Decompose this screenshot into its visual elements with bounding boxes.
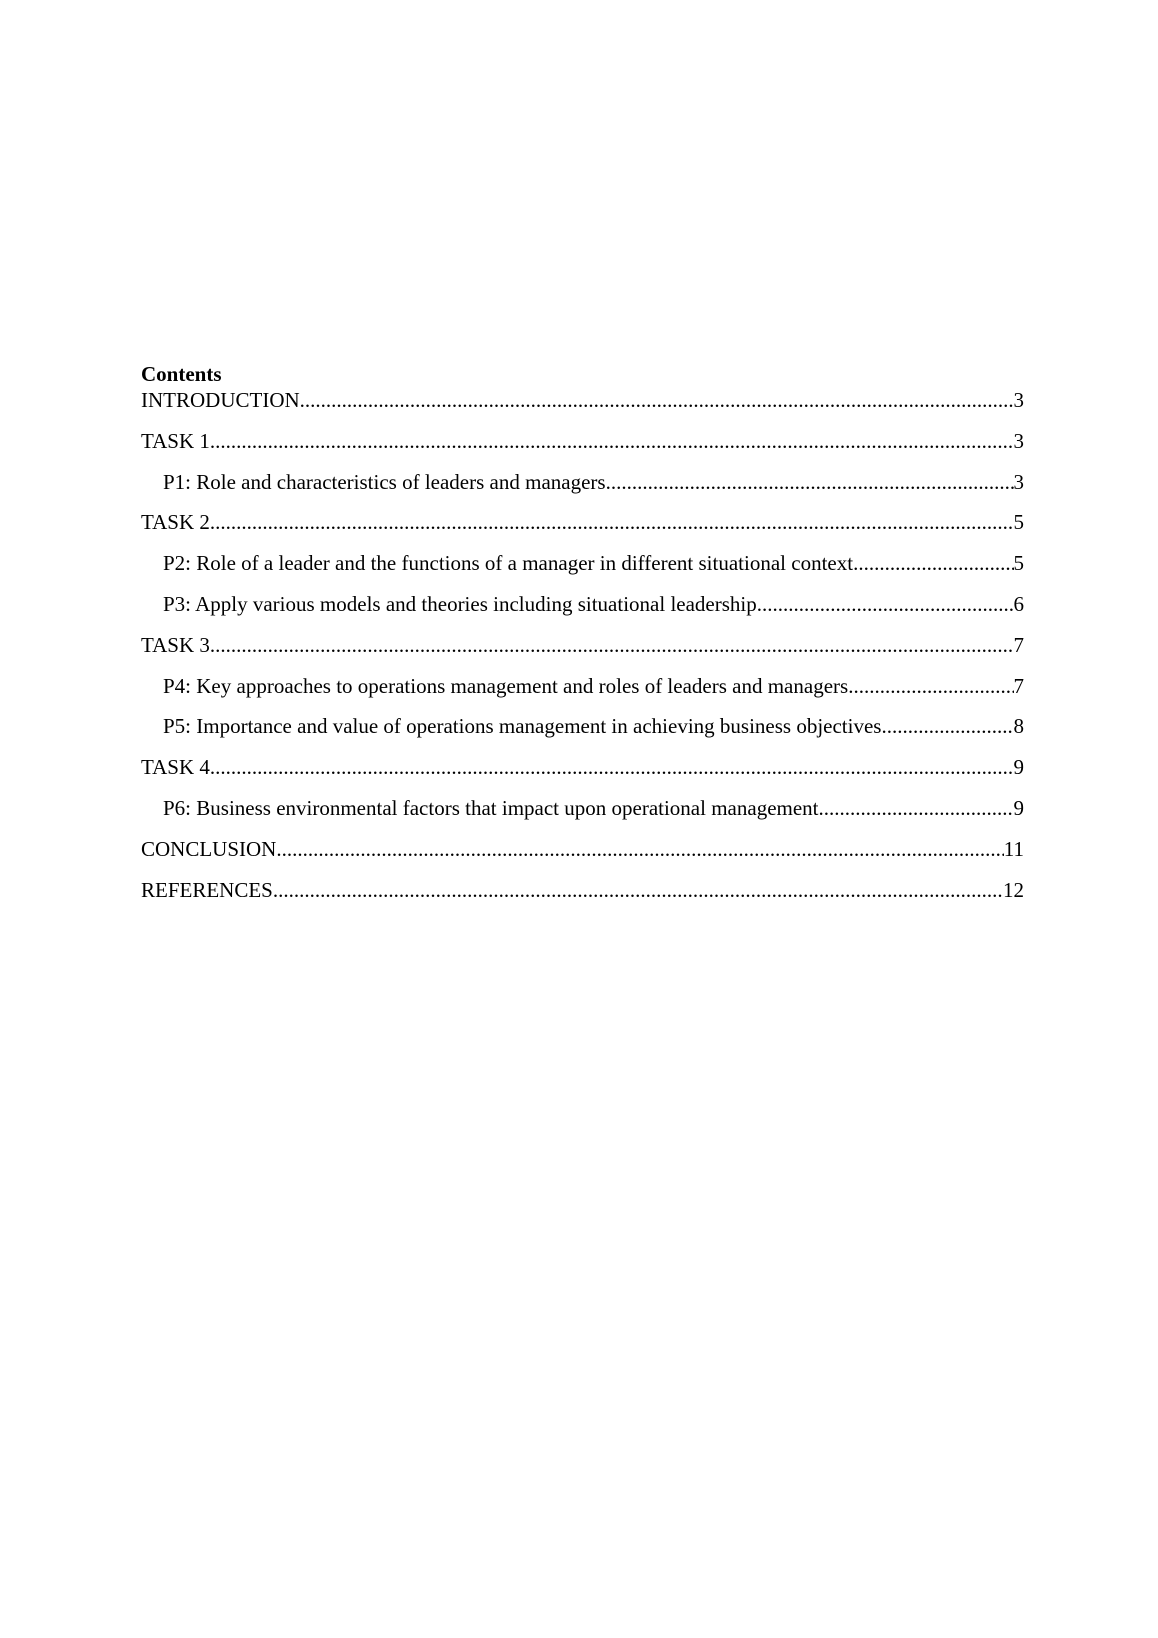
toc-entry-title: P5: Importance and value of operations management in achieving business objectives [163, 714, 882, 739]
toc-entry-page: 3 [1013, 428, 1024, 453]
toc-entry-title: INTRODUCTION [141, 388, 300, 412]
toc-entry-title: P2: Role of a leader and the functions of a manager in different situational context [163, 551, 854, 576]
toc-entry-title: P3: Apply various models and theories including situational leadership [163, 591, 757, 616]
toc-entry-title: P6: Business environmental factors that impact upon operational management [163, 795, 819, 820]
toc-entry-page: 11 [1003, 836, 1024, 861]
toc-entry-title: P1: Role and characteristics of leaders and managers [163, 469, 606, 494]
toc-entry-page: 8 [1013, 714, 1024, 739]
dot-leader [210, 428, 1014, 454]
dot-leader [276, 836, 1003, 862]
dot-leader [757, 591, 1014, 617]
dot-leader [300, 387, 1014, 413]
toc-entry-introduction[interactable] [141, 387, 1024, 413]
toc-entry-references[interactable] [141, 877, 1024, 903]
toc-entry-page: 6 [1013, 591, 1024, 616]
toc-entry-page: 7 [1013, 673, 1024, 698]
dot-leader [273, 877, 1003, 903]
toc-entry-p3[interactable] [141, 591, 1024, 617]
toc-entry-page: 9 [1013, 795, 1024, 820]
toc-entry-p1[interactable] [141, 469, 1024, 495]
toc-entry-title: TASK 1 [141, 428, 210, 453]
toc-entry-task-2[interactable] [141, 509, 1024, 535]
toc-entry-p6[interactable] [141, 795, 1024, 821]
toc-entry-page: 3 [1013, 388, 1024, 412]
toc-entry-title: REFERENCES [141, 877, 273, 902]
toc-list [141, 387, 1024, 903]
toc-entry-page: 7 [1013, 632, 1024, 657]
toc-entry-title: P4: Key approaches to operations management and roles of leaders and managers [163, 673, 849, 698]
toc-entry-title: TASK 3 [141, 632, 210, 657]
table-of-contents [141, 359, 1024, 917]
toc-entry-task-3[interactable] [141, 632, 1024, 658]
dot-leader [881, 713, 1013, 739]
toc-entry-page: 5 [1013, 551, 1024, 576]
toc-entry-page: 9 [1013, 755, 1024, 780]
toc-entry-page: 12 [1003, 877, 1024, 902]
dot-leader [210, 509, 1014, 535]
dot-leader [210, 632, 1014, 658]
toc-entry-conclusion[interactable] [141, 836, 1024, 862]
dot-leader [853, 550, 1013, 576]
toc-entry-title: TASK 4 [141, 755, 210, 780]
dot-leader [819, 795, 1014, 821]
toc-entry-page: 3 [1013, 469, 1024, 494]
toc-entry-p5[interactable] [141, 713, 1024, 739]
toc-entry-p2[interactable] [141, 550, 1024, 576]
dot-leader [848, 673, 1013, 699]
toc-heading: Contents [141, 362, 222, 386]
toc-entry-title: CONCLUSION [141, 836, 277, 861]
dot-leader [210, 754, 1014, 780]
toc-entry-page: 5 [1013, 510, 1024, 535]
toc-entry-task-4[interactable] [141, 754, 1024, 780]
toc-entry-p4[interactable] [141, 673, 1024, 699]
dot-leader [606, 469, 1014, 495]
toc-entry-title: TASK 2 [141, 510, 210, 535]
toc-entry-task-1[interactable] [141, 428, 1024, 454]
